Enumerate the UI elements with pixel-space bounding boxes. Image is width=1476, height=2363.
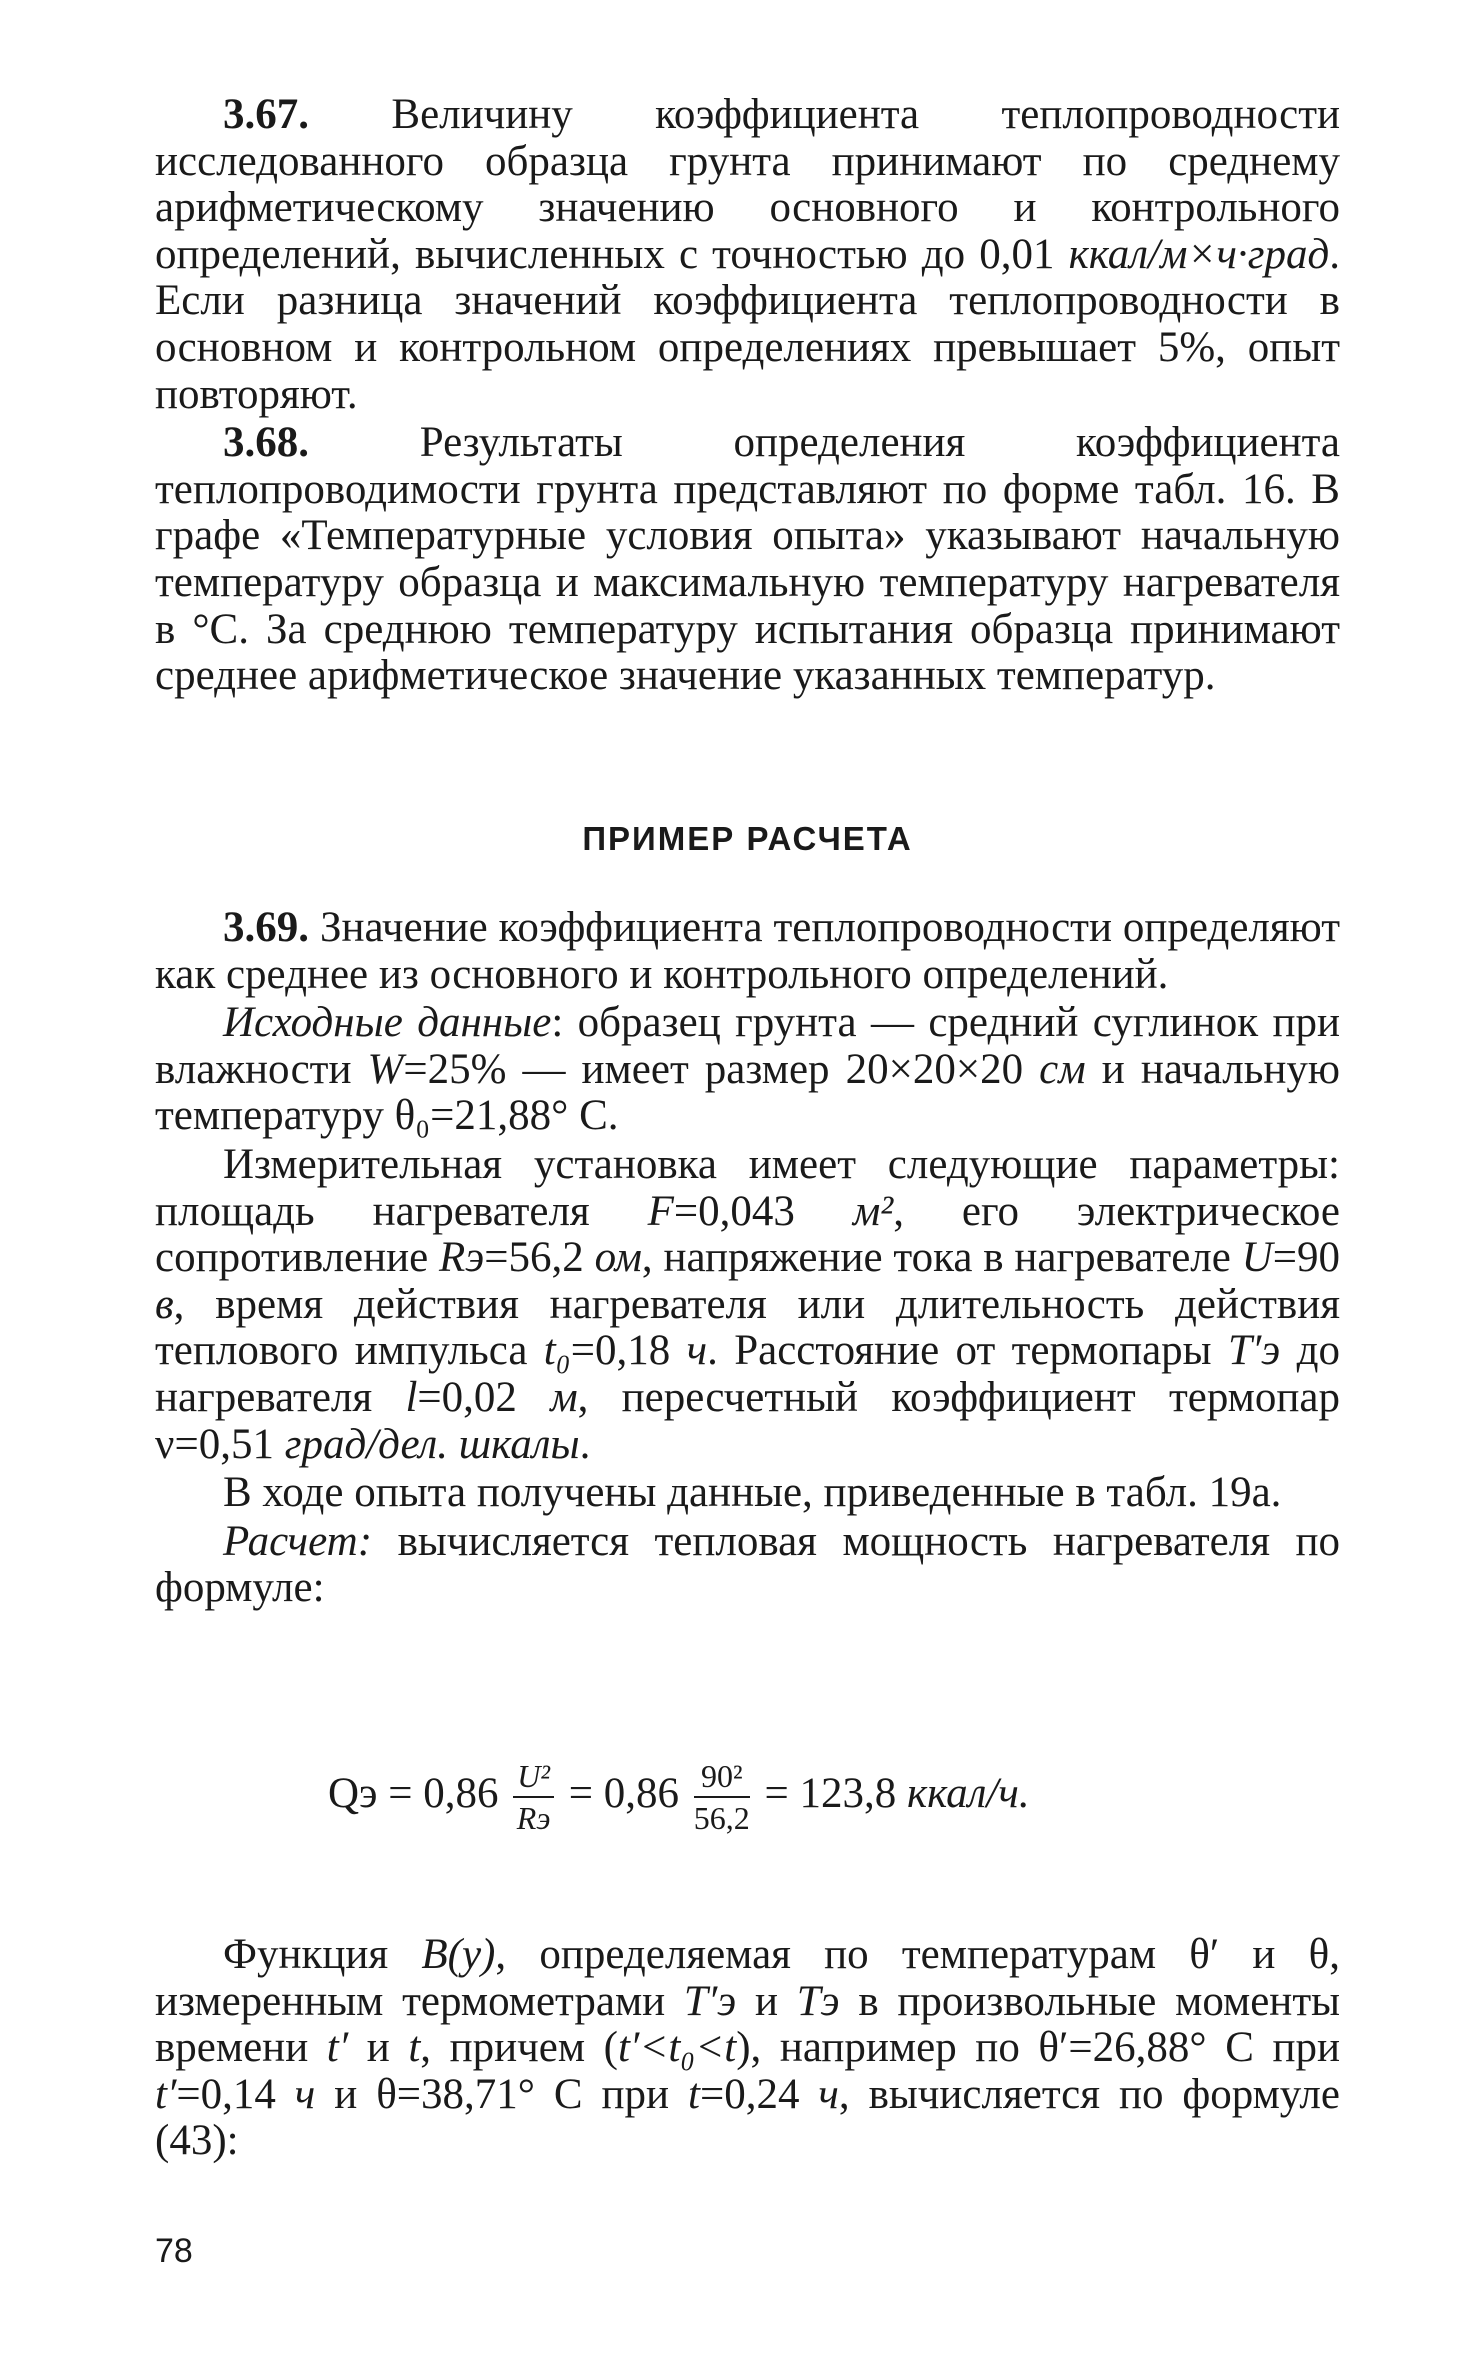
unit-text: м: [550, 1373, 578, 1421]
paragraph-text: =56,2: [484, 1234, 595, 1282]
symbol: t: [408, 2024, 421, 2072]
paragraph-text: и: [348, 2024, 409, 2072]
paragraph-text: , его электрическое сопротивление: [155, 1187, 1340, 1282]
unit-text: ч: [294, 2070, 316, 2118]
page-number: 78: [155, 2232, 193, 2270]
paragraph-text: и θ=38,71° С при: [315, 2070, 688, 2118]
paragraph-text: =0,24: [699, 2070, 819, 2118]
paragraph-text: , пересчетный коэффициент термопар ν=0,51: [155, 1373, 1340, 1468]
unit-text: в: [155, 1280, 174, 1328]
unit-text: ом: [594, 1234, 642, 1282]
paragraph-number: 3.67.: [223, 91, 309, 138]
unit-text: ккал/м×ч·град: [1068, 230, 1330, 278]
paragraph-text: , вычисляется по формуле (43):: [155, 2070, 1340, 2165]
fraction-90-56: [694, 1756, 750, 1838]
paragraph-text: вычисляется тепловая мощность нагревателя по формуле:: [155, 1517, 1340, 1612]
paragraph-text: , напряжение тока в нагревателе: [641, 1234, 1242, 1282]
paragraph-text: , определяемая по температурам θ′ и θ, измеренным термометрами: [155, 1931, 1340, 2025]
symbol: Tэ: [796, 1977, 840, 2025]
symbol: T′э: [1227, 1327, 1281, 1375]
paragraph-text: =0,14: [176, 2070, 295, 2118]
paragraph-3-68: [155, 420, 1340, 700]
fraction-denominator: Rэ: [516, 1800, 551, 1836]
fraction-numerator: 90²: [694, 1756, 750, 1798]
formula-lhs: Qэ = 0,86: [328, 1769, 499, 1817]
paragraph-text: =0,18: [570, 1327, 687, 1375]
paragraph-text: и начальную температуру θ₀=21,88° С.: [155, 1045, 1341, 1140]
paragraph-text: в произвольные моменты времени: [155, 1977, 1340, 2072]
paragraph-input-data: [155, 1000, 1340, 1140]
paragraph-text: Результаты определения коэффициента теплопроводимости грунта представляют по форме табл. 16. В графе «Температурные условия опыта» указывают начальную температуру образца и максимальную температуру нагревателя в °С. За среднюю температуру испытания образца принимают среднее арифметическое значение указанных температур.: [155, 419, 1340, 700]
paragraph-3-67: [155, 92, 1340, 418]
symbol: Rэ: [439, 1234, 485, 1282]
formula-mid: = 0,86: [568, 1769, 679, 1817]
paragraph-text: .: [579, 1420, 591, 1468]
paragraph-text: =90: [1272, 1234, 1340, 1282]
paragraph-text: до нагревателя: [155, 1327, 1340, 1421]
paragraph-text: и: [736, 1977, 797, 2025]
symbol: t′: [326, 2024, 349, 2072]
paragraph-text: : образец грунта — средний суглинок при влажности: [155, 999, 1340, 1093]
symbol: T′э: [683, 1977, 737, 2025]
text-block-bottom: [155, 1932, 1340, 2165]
symbol: B(y): [421, 1931, 496, 1978]
paragraph-setup: [155, 1142, 1340, 1468]
paragraph-text: Значение коэффициента теплопроводности определяют как среднее из основного и контрольного определений.: [155, 904, 1340, 998]
symbol: t: [688, 2070, 700, 2118]
symbol: F: [647, 1187, 674, 1235]
unit-text: ч: [818, 2070, 839, 2118]
paragraph-text: =25% — имеет размер 20×20×20: [403, 1045, 1040, 1093]
fraction-denominator: 56,2: [693, 1800, 750, 1836]
unit-text: ч: [686, 1327, 708, 1375]
symbol: U: [1241, 1234, 1273, 1282]
paragraph-number: 3.69.: [223, 904, 309, 951]
symbol: l: [405, 1373, 418, 1421]
paragraph-text: Функция: [223, 1931, 422, 1978]
paragraph-text: =0,043: [673, 1187, 853, 1235]
symbol: W: [367, 1045, 404, 1093]
paragraph-number: 3.68.: [223, 419, 309, 467]
formula-unit: ккал/ч.: [907, 1769, 1030, 1817]
paragraph-text: =0,02: [417, 1373, 551, 1421]
paragraph-calc: [155, 1519, 1340, 1612]
text-block-top: [155, 92, 1340, 700]
lead-italic: Расчет:: [223, 1517, 373, 1565]
unit-text: м²: [852, 1187, 894, 1235]
paragraph-text: , причем (: [420, 2024, 618, 2072]
formula-rhs: = 123,8: [764, 1769, 907, 1817]
section-heading: ПРИМЕР РАСЧЕТА: [582, 820, 913, 857]
fraction-numerator: U²: [513, 1756, 554, 1798]
paragraph-text: Величину коэффициента теплопроводности исследованного образца грунта принимают по среднему арифметическому значению основного и контрольного определений, вычисленных с точностью до 0,01: [155, 91, 1340, 278]
paragraph-text: Измерительная установка имеет следующие параметры: площадь нагревателя: [155, 1140, 1340, 1235]
fraction-u2-re: [513, 1756, 554, 1838]
unit-text: град/дел. шкалы: [284, 1420, 580, 1468]
lead-italic: Исходные данные: [223, 999, 552, 1047]
paragraph-text: . Если разница значений коэффициента теплопроводности в основном и контрольном определениях превышает 5%, опыт повторяют.: [155, 230, 1340, 418]
paragraph-text: . Расстояние от термопары: [707, 1327, 1228, 1375]
paragraph-obtained: В ходе опыта получены данные, приведенные в табл. 19а.: [223, 1469, 1282, 1517]
paragraph-text: , время действия нагревателя или длительность действия теплового импульса: [155, 1280, 1340, 1375]
symbol: t′<t₀<t: [617, 2024, 737, 2072]
paragraph-text: ), например по θ′=26,88° С при: [736, 2024, 1340, 2072]
text-block-main: [155, 905, 1340, 1612]
symbol: t′: [155, 2070, 177, 2118]
power-formula: [328, 1756, 1228, 1856]
unit-text: см: [1039, 1045, 1086, 1093]
paragraph-function: [155, 1932, 1340, 2165]
paragraph-3-69: [155, 905, 1340, 998]
symbol: t₀: [543, 1327, 571, 1375]
